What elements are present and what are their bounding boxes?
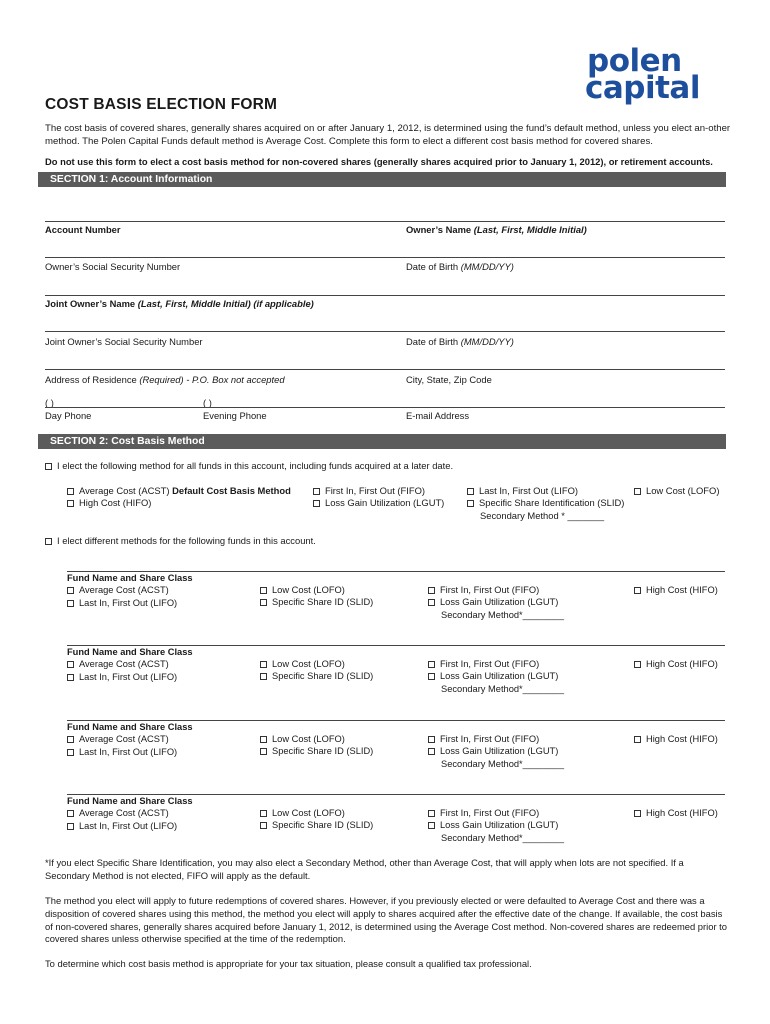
fund-hifo-option[interactable]: High Cost (HIFO) xyxy=(634,658,718,670)
fund-lgut-option[interactable]: Loss Gain Utilization (LGUT) xyxy=(428,670,564,682)
joint-dob-label: Date of Birth (MM/DD/YY) xyxy=(406,336,514,347)
checkbox-icon[interactable] xyxy=(467,488,474,495)
fund-fifo-option[interactable]: First In, First Out (FIFO) xyxy=(428,584,564,596)
checkbox-icon[interactable] xyxy=(67,674,74,681)
checkbox-icon[interactable] xyxy=(428,748,435,755)
field-line xyxy=(45,221,725,222)
owner-name-label: Owner’s Name (Last, First, Middle Initial) xyxy=(406,224,587,235)
day-phone-area-code: ( ) xyxy=(45,397,54,408)
section-1-header: SECTION 1: Account Information xyxy=(38,172,726,187)
city-state-zip-label: City, State, Zip Code xyxy=(406,374,492,385)
checkbox-icon[interactable] xyxy=(260,673,267,680)
fund-mid-col xyxy=(260,658,373,683)
evening-phone-area-code: ( ) xyxy=(203,397,212,408)
checkbox-icon[interactable] xyxy=(428,599,435,606)
all-slid-option[interactable]: Specific Share Identification (SLID) xyxy=(467,497,624,510)
disclosure-paragraph: The method you elect will apply to future redemptions of covered shares. However, if you previously elected or were defaulted to Average Cost and there was a disposition of covered shares using this method, the method you elect will apply to shares acquired after the effective date of the change. If available, the cost basis of non-covered shares, generally shares acquired before January 1, 2012, is determined using the Average Cost method. Non-covered shares are redeemed prior to covered shares unless otherwise specified at the time of the redemption. xyxy=(45,895,727,945)
fund-lifo-option[interactable]: Last In, First Out (LIFO) xyxy=(67,597,193,609)
fund-acst-option[interactable]: Average Cost (ACST) xyxy=(67,658,193,670)
footnote-text: *If you elect Specific Share Identification, you may also elect a Secondary Method, other than Average Cost, that will apply when lots are not specified. If a Secondary Method is not elected, FIFO will apply as the default. xyxy=(45,857,684,881)
checkbox-icon[interactable] xyxy=(260,736,267,743)
fund-lgut-option[interactable]: Loss Gain Utilization (LGUT) xyxy=(428,819,564,831)
joint-owner-name-label: Joint Owner’s Name (Last, First, Middle Initial) (if applicable) xyxy=(45,298,314,309)
field-line xyxy=(45,369,725,370)
fund-right-col xyxy=(428,584,564,621)
checkbox-icon[interactable] xyxy=(260,810,267,817)
day-phone-label: Day Phone xyxy=(45,410,92,421)
joint-ssn-label: Joint Owner’s Social Security Number xyxy=(45,336,203,347)
fund-lofo-option[interactable]: Low Cost (LOFO) xyxy=(260,807,373,819)
fund-lgut-option[interactable]: Loss Gain Utilization (LGUT) xyxy=(428,596,564,608)
field-line xyxy=(45,295,725,296)
all-lifo-option[interactable]: Last In, First Out (LIFO) xyxy=(467,485,578,498)
fund-left-col xyxy=(67,646,193,683)
checkbox-icon[interactable] xyxy=(467,500,474,507)
fund-lofo-option[interactable]: Low Cost (LOFO) xyxy=(260,584,373,596)
checkbox-icon[interactable] xyxy=(45,463,52,470)
fund-fifo-option[interactable]: First In, First Out (FIFO) xyxy=(428,807,564,819)
all-avg-cost-option[interactable]: Average Cost (ACST) Default Cost Basis Method xyxy=(67,485,291,498)
checkbox-icon[interactable] xyxy=(428,673,435,680)
fund-right-col xyxy=(428,807,564,844)
checkbox-icon[interactable] xyxy=(428,587,435,594)
fund-fifo-option[interactable]: First In, First Out (FIFO) xyxy=(428,658,564,670)
checkbox-icon[interactable] xyxy=(428,736,435,743)
fund-name-label: Fund Name and Share Class xyxy=(67,722,193,732)
fund-acst-option[interactable]: Average Cost (ACST) xyxy=(67,733,193,745)
intro-text: The cost basis of covered shares, generally shares acquired on or after January 1, 2012, is determined using the fund’s default method, unless you elect an-other method. The Polen Capital Funds default method is Average Cost. Complete this form to elect a different cost basis method for covered shares. xyxy=(45,123,731,147)
checkbox-icon[interactable] xyxy=(260,587,267,594)
fund-left-col xyxy=(67,572,193,609)
fund-name-label: Fund Name and Share Class xyxy=(67,647,193,657)
tax-advice-paragraph: To determine which cost basis method is appropriate for your tax situation, please consult a qualified tax professional. xyxy=(45,958,532,969)
checkbox-icon[interactable] xyxy=(260,748,267,755)
checkbox-icon[interactable] xyxy=(67,736,74,743)
field-line xyxy=(45,407,725,408)
fund-acst-option[interactable]: Average Cost (ACST) xyxy=(67,584,193,596)
all-secondary-method[interactable]: Secondary Method * _______ xyxy=(480,510,605,521)
fund-lgut-option[interactable]: Loss Gain Utilization (LGUT) xyxy=(428,745,564,757)
field-line xyxy=(45,331,725,332)
fund-slid-option[interactable]: Specific Share ID (SLID) xyxy=(260,670,373,682)
checkbox-icon[interactable] xyxy=(45,538,52,545)
checkbox-icon[interactable] xyxy=(313,500,320,507)
fund-fifo-option[interactable]: First In, First Out (FIFO) xyxy=(428,733,564,745)
fund-left-col xyxy=(67,721,193,758)
checkbox-icon[interactable] xyxy=(634,587,641,594)
fund-mid-col xyxy=(260,807,373,832)
fund-secondary-method[interactable]: Secondary Method*________ xyxy=(441,758,565,769)
checkbox-icon[interactable] xyxy=(67,823,74,830)
fund-name-label: Fund Name and Share Class xyxy=(67,796,193,806)
checkbox-icon[interactable] xyxy=(428,661,435,668)
checkbox-icon[interactable] xyxy=(260,599,267,606)
logo-line-1: polen xyxy=(587,43,682,79)
checkbox-icon[interactable] xyxy=(67,810,74,817)
fund-secondary-method[interactable]: Secondary Method*________ xyxy=(441,609,565,620)
fund-mid-col xyxy=(260,733,373,758)
fund-slid-option[interactable]: Specific Share ID (SLID) xyxy=(260,745,373,757)
address-label: Address of Residence (Required) - P.O. Box not accepted xyxy=(45,374,285,385)
fund-lifo-option[interactable]: Last In, First Out (LIFO) xyxy=(67,746,193,758)
logo-line-2: capital xyxy=(585,70,700,106)
checkbox-icon[interactable] xyxy=(313,488,320,495)
fund-lofo-option[interactable]: Low Cost (LOFO) xyxy=(260,658,373,670)
checkbox-icon[interactable] xyxy=(428,810,435,817)
fund-secondary-method[interactable]: Secondary Method*________ xyxy=(441,832,565,843)
form-title: COST BASIS ELECTION FORM xyxy=(45,96,278,113)
checkbox-icon[interactable] xyxy=(260,661,267,668)
all-lofo-option[interactable]: Low Cost (LOFO) xyxy=(634,485,719,498)
field-line xyxy=(45,257,725,258)
checkbox-icon[interactable] xyxy=(634,810,641,817)
fund-lifo-option[interactable]: Last In, First Out (LIFO) xyxy=(67,671,193,683)
checkbox-icon[interactable] xyxy=(634,736,641,743)
all-lgut-option[interactable]: Loss Gain Utilization (LGUT) xyxy=(313,497,444,510)
fund-hifo-option[interactable]: High Cost (HIFO) xyxy=(634,807,718,819)
owner-ssn-label: Owner’s Social Security Number xyxy=(45,261,181,272)
option-different-funds[interactable]: I elect different methods for the following funds in this account. xyxy=(45,535,316,548)
fund-slid-option[interactable]: Specific Share ID (SLID) xyxy=(260,819,373,831)
checkbox-icon[interactable] xyxy=(428,822,435,829)
checkbox-icon[interactable] xyxy=(67,749,74,756)
fund-slid-option[interactable]: Specific Share ID (SLID) xyxy=(260,596,373,608)
evening-phone-label: Evening Phone xyxy=(203,410,267,421)
fund-acst-option[interactable]: Average Cost (ACST) xyxy=(67,807,193,819)
section-2-header: SECTION 2: Cost Basis Method xyxy=(38,434,726,449)
all-high-cost-option[interactable]: High Cost (HIFO) xyxy=(67,497,151,510)
fund-lifo-option[interactable]: Last In, First Out (LIFO) xyxy=(67,820,193,832)
checkbox-icon[interactable] xyxy=(634,488,641,495)
fund-right-col xyxy=(428,658,564,695)
fund-right-col xyxy=(428,733,564,770)
fund-secondary-method[interactable]: Secondary Method*________ xyxy=(441,683,565,694)
fund-hifo-option[interactable]: High Cost (HIFO) xyxy=(634,733,718,745)
option-all-funds[interactable]: I elect the following method for all funds in this account, including funds acquired at a later date. xyxy=(45,460,453,473)
checkbox-icon[interactable] xyxy=(634,661,641,668)
checkbox-icon[interactable] xyxy=(67,600,74,607)
email-label: E-mail Address xyxy=(406,410,470,421)
checkbox-icon[interactable] xyxy=(67,500,74,507)
all-fifo-option[interactable]: First In, First Out (FIFO) xyxy=(313,485,425,498)
checkbox-icon[interactable] xyxy=(67,587,74,594)
fund-lofo-option[interactable]: Low Cost (LOFO) xyxy=(260,733,373,745)
polen-capital-logo xyxy=(585,43,735,106)
checkbox-icon[interactable] xyxy=(260,822,267,829)
fund-name-label: Fund Name and Share Class xyxy=(67,573,193,583)
fund-left-col xyxy=(67,795,193,832)
checkbox-icon[interactable] xyxy=(67,488,74,495)
dob-label: Date of Birth (MM/DD/YY) xyxy=(406,261,514,272)
fund-mid-col xyxy=(260,584,373,609)
warning-text: Do not use this form to elect a cost basis method for non-covered shares (generally shares acquired prior to January 1, 2012), or retirement accounts. xyxy=(45,156,713,167)
checkbox-icon[interactable] xyxy=(67,661,74,668)
fund-hifo-option[interactable]: High Cost (HIFO) xyxy=(634,584,718,596)
account-number-label: Account Number xyxy=(45,224,121,235)
